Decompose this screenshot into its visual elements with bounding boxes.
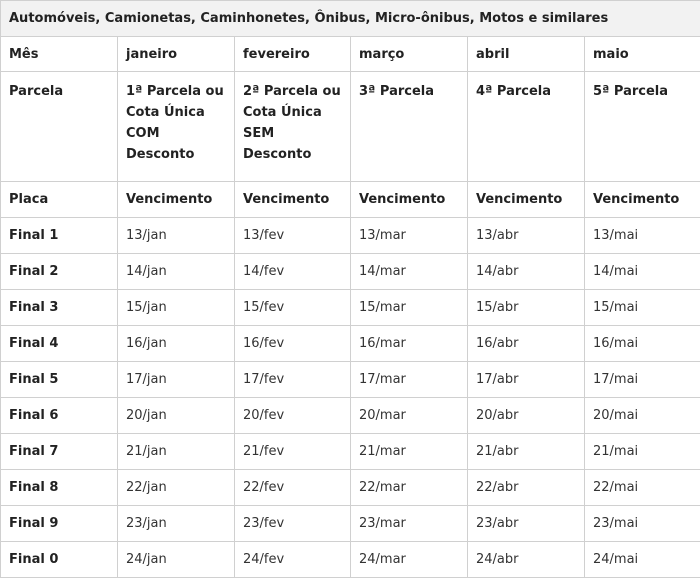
due-date-header-cell: Vencimento <box>118 182 235 218</box>
due-date-cell: 16/jan <box>118 326 235 362</box>
installment-header-cell: 1ª Parcela ou Cota Única COM Desconto <box>118 72 235 182</box>
installment-header-label: Parcela <box>1 72 118 182</box>
due-date-cell: 14/mai <box>585 254 700 290</box>
table-row <box>1 470 700 506</box>
due-date-cell: 15/fev <box>235 290 351 326</box>
due-date-rows <box>1 218 700 578</box>
due-date-cell: 16/abr <box>468 326 585 362</box>
due-date-cell: 24/fev <box>235 542 351 578</box>
due-date-cell: 22/mai <box>585 470 700 506</box>
due-date-cell: 13/mar <box>351 218 468 254</box>
due-date-cell: 13/jan <box>118 218 235 254</box>
installment-header-row <box>1 72 700 182</box>
due-date-cell: 14/mar <box>351 254 468 290</box>
due-date-cell: 23/mai <box>585 506 700 542</box>
month-header-cell: março <box>351 37 468 72</box>
plate-final-cell: Final 3 <box>1 290 118 326</box>
table-row <box>1 434 700 470</box>
due-date-cell: 13/fev <box>235 218 351 254</box>
table-row <box>1 290 700 326</box>
due-date-cell: 24/jan <box>118 542 235 578</box>
plate-final-cell: Final 5 <box>1 362 118 398</box>
plate-header-row <box>1 182 700 218</box>
due-date-cell: 14/jan <box>118 254 235 290</box>
due-date-cell: 23/abr <box>468 506 585 542</box>
due-date-cell: 15/mar <box>351 290 468 326</box>
plate-final-cell: Final 2 <box>1 254 118 290</box>
due-date-cell: 22/fev <box>235 470 351 506</box>
table-row <box>1 398 700 434</box>
month-header-label: Mês <box>1 37 118 72</box>
plate-final-cell: Final 1 <box>1 218 118 254</box>
due-date-cell: 17/abr <box>468 362 585 398</box>
table-row <box>1 506 700 542</box>
table-title: Automóveis, Camionetas, Caminhonetes, Ônibus, Micro-ônibus, Motos e similares <box>1 1 700 37</box>
due-date-cell: 20/abr <box>468 398 585 434</box>
due-date-cell: 22/mar <box>351 470 468 506</box>
due-date-cell: 23/mar <box>351 506 468 542</box>
due-date-cell: 24/mai <box>585 542 700 578</box>
due-date-cell: 14/abr <box>468 254 585 290</box>
plate-final-cell: Final 8 <box>1 470 118 506</box>
plate-header-label: Placa <box>1 182 118 218</box>
due-date-cell: 24/abr <box>468 542 585 578</box>
due-date-cell: 20/mar <box>351 398 468 434</box>
due-date-cell: 20/fev <box>235 398 351 434</box>
due-date-header-cell: Vencimento <box>235 182 351 218</box>
due-date-cell: 22/abr <box>468 470 585 506</box>
installment-header-cell: 4ª Parcela <box>468 72 585 182</box>
due-date-header-cell: Vencimento <box>468 182 585 218</box>
due-date-cell: 21/mar <box>351 434 468 470</box>
due-date-header-cell: Vencimento <box>585 182 700 218</box>
due-date-cell: 15/abr <box>468 290 585 326</box>
installment-header-cell: 5ª Parcela <box>585 72 700 182</box>
due-date-cell: 21/abr <box>468 434 585 470</box>
due-date-cell: 20/jan <box>118 398 235 434</box>
due-date-cell: 17/fev <box>235 362 351 398</box>
month-header-row <box>1 37 700 72</box>
due-date-cell: 24/mar <box>351 542 468 578</box>
table-row <box>1 254 700 290</box>
month-header-cell: fevereiro <box>235 37 351 72</box>
due-date-cell: 16/fev <box>235 326 351 362</box>
plate-final-cell: Final 6 <box>1 398 118 434</box>
due-date-cell: 21/fev <box>235 434 351 470</box>
due-date-cell: 17/jan <box>118 362 235 398</box>
due-date-cell: 14/fev <box>235 254 351 290</box>
due-date-header-cell: Vencimento <box>351 182 468 218</box>
due-date-cell: 21/mai <box>585 434 700 470</box>
table-row <box>1 218 700 254</box>
table-row <box>1 326 700 362</box>
due-date-cell: 23/fev <box>235 506 351 542</box>
due-date-cell: 16/mai <box>585 326 700 362</box>
due-date-cell: 20/mai <box>585 398 700 434</box>
due-date-cell: 13/mai <box>585 218 700 254</box>
plate-final-cell: Final 0 <box>1 542 118 578</box>
plate-final-cell: Final 7 <box>1 434 118 470</box>
table-row <box>1 542 700 578</box>
plate-final-cell: Final 4 <box>1 326 118 362</box>
due-date-cell: 17/mai <box>585 362 700 398</box>
due-date-cell: 22/jan <box>118 470 235 506</box>
table-title-row <box>1 1 700 37</box>
due-date-cell: 15/jan <box>118 290 235 326</box>
installment-header-cell: 2ª Parcela ou Cota Única SEM Desconto <box>235 72 351 182</box>
plate-final-cell: Final 9 <box>1 506 118 542</box>
due-date-cell: 17/mar <box>351 362 468 398</box>
due-date-cell: 21/jan <box>118 434 235 470</box>
month-header-cell: janeiro <box>118 37 235 72</box>
due-date-cell: 13/abr <box>468 218 585 254</box>
table-row <box>1 362 700 398</box>
due-date-cell: 16/mar <box>351 326 468 362</box>
due-date-cell: 23/jan <box>118 506 235 542</box>
month-header-cell: abril <box>468 37 585 72</box>
installment-header-cell: 3ª Parcela <box>351 72 468 182</box>
month-header-cell: maio <box>585 37 700 72</box>
due-date-cell: 15/mai <box>585 290 700 326</box>
